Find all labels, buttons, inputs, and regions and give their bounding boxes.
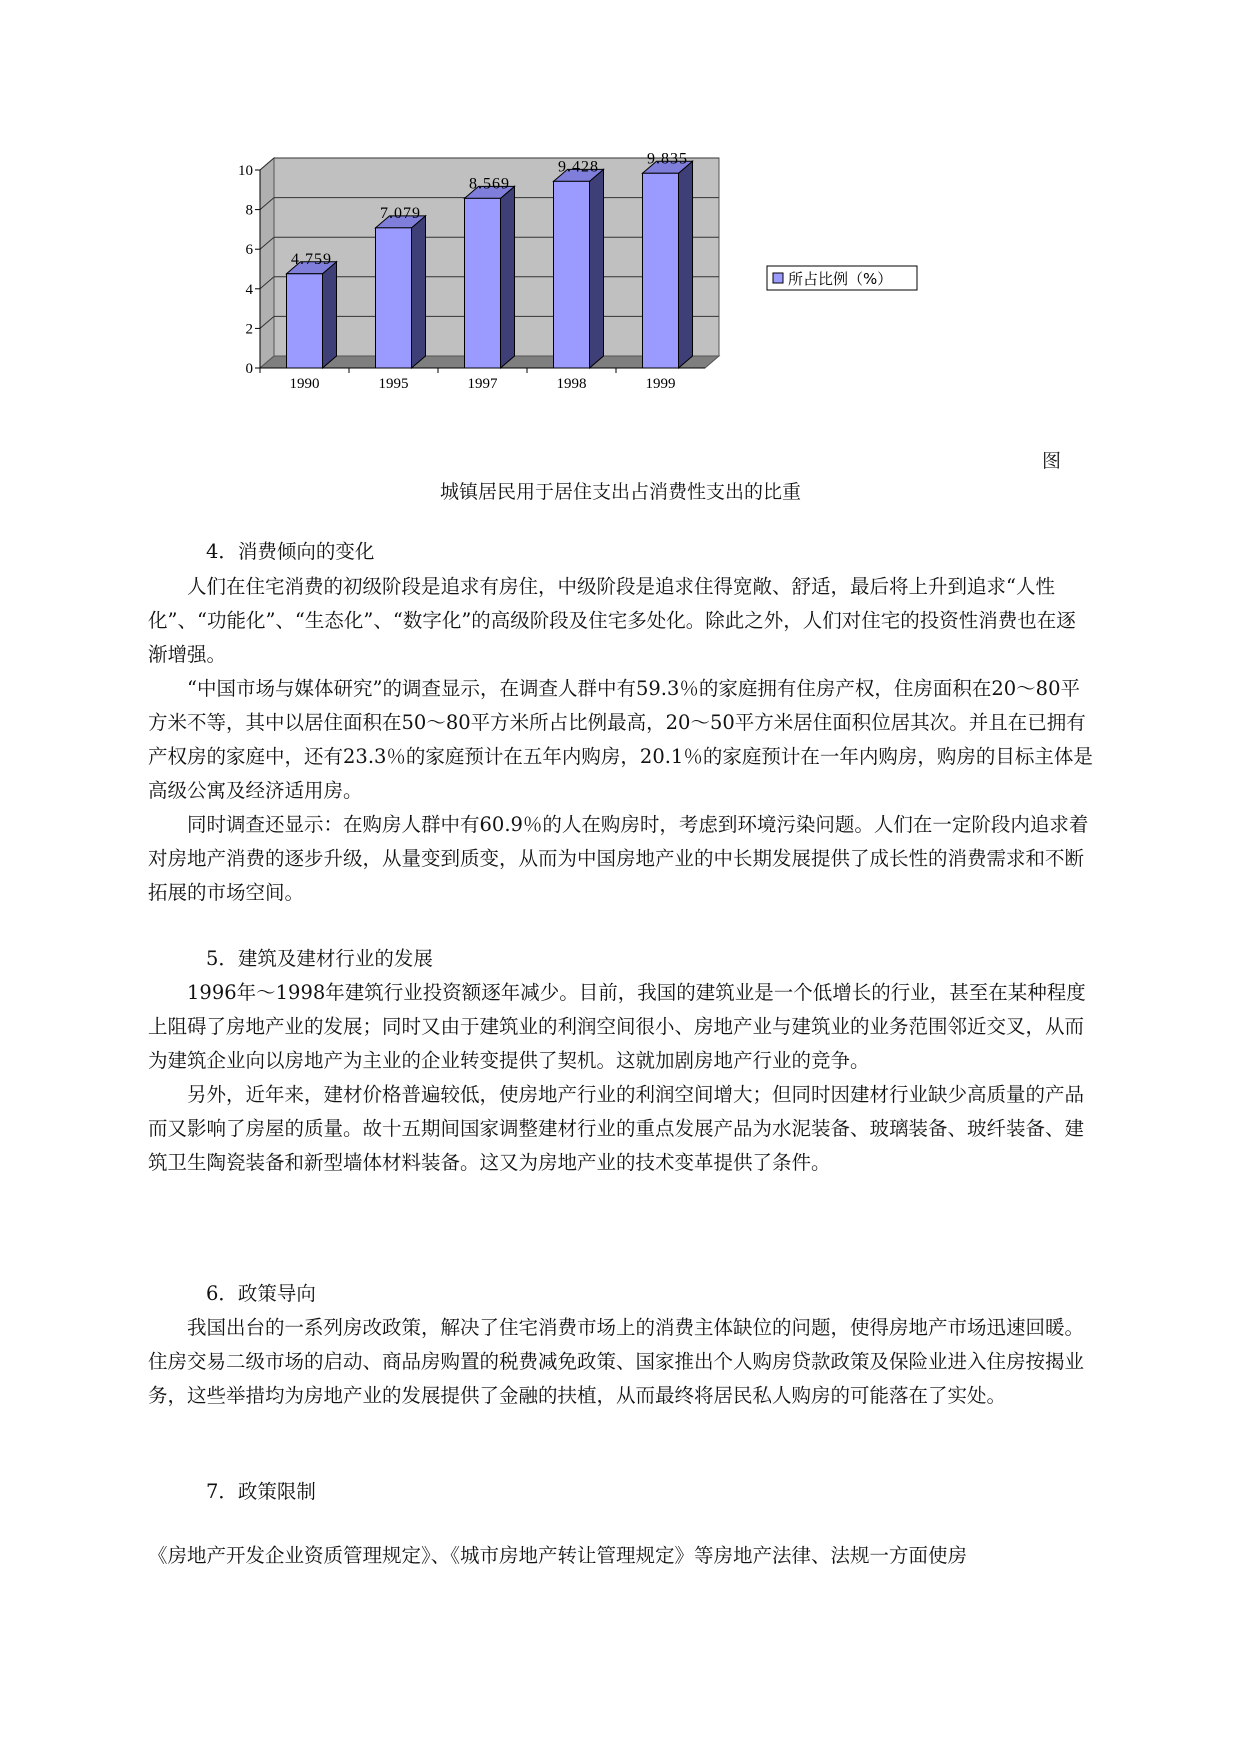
bar <box>643 161 693 368</box>
paragraph: 人们在住宅消费的初级阶段是追求有房住，中级阶段是追求住得宽敞、舒适，最后将上升到追求“人性化”、“功能化”、“生态化”、“数字化”的高级阶段及住宅多处化。除此之外，人们对住宅的投资性消费也在逐渐增强。 <box>148 575 1076 666</box>
bar-side <box>679 161 693 368</box>
section-7-heading: 7．政策限制 <box>206 1480 316 1503</box>
data-label: 9.835 <box>647 150 688 168</box>
bar-side <box>323 262 337 368</box>
figure-caption: 城镇居民用于居住支出占消费性支出的比重 <box>439 481 801 503</box>
paragraph: “中国市场与媒体研究”的调查显示，在调查人群中有59.3％的家庭拥有住房产权，住房面积在20～80平方米不等，其中以居住面积在50～80平方米所占比例最高，20～50平方米居住面积位居其次。并且在已拥有产权房的家庭中，还有23.3％的家庭预计在五年内购房，20.1％的家庭预计在一年内购房，购房的目标主体是高级公寓及经济适用房。 <box>148 677 1093 802</box>
bar-side <box>590 169 604 368</box>
data-label: 7.079 <box>380 204 421 222</box>
x-tick-label: 1997 <box>467 376 498 392</box>
side-wall <box>260 158 274 368</box>
x-tick-label: 1999 <box>645 376 676 392</box>
bar-front <box>554 181 590 368</box>
legend-swatch <box>773 273 783 283</box>
chart-legend <box>767 266 917 290</box>
section-5-heading: 5．建筑及建材行业的发展 <box>206 947 433 970</box>
section-6-body <box>148 1311 1094 1413</box>
bar <box>465 186 515 368</box>
paragraph: 另外，近年来，建材价格普遍较低，使房地产行业的利润空间增大；但同时因建材行业缺少高质量的产品而又影响了房屋的质量。故十五期间国家调整建材行业的重点发展产品为水泥装备、玻璃装备、玻纤装备、建筑卫生陶瓷装备和新型墙体材料装备。这又为房地产业的技术变革提供了条件。 <box>148 1083 1085 1174</box>
paragraph: 1996年～1998年建筑行业投资额逐年减少。目前，我国的建筑业是一个低增长的行业，甚至在某种程度上阻碍了房地产业的发展；同时又由于建筑业的利润空间很小、房地产业与建筑业的业务范围邻近交叉，从而为建筑企业向以房地产为主业的企业转变提供了契机。这就加剧房地产行业的竞争。 <box>148 981 1086 1072</box>
x-tick-label: 1998 <box>556 376 587 392</box>
bar-chart <box>230 150 1060 455</box>
y-tick-label: 10 <box>238 163 253 179</box>
bar <box>554 169 604 368</box>
paragraph: 我国出台的一系列房改政策，解决了住宅消费市场上的消费主体缺位的问题，使得房地产市场迅速回暖。住房交易二级市场的启动、商品房购置的税费减免政策、国家推出个人购房贷款政策及保险业进入住房按揭业务，这些举措均为房地产业的发展提供了金融的扶植，从而最终将居民私人购房的可能落在了实处。 <box>148 1316 1085 1407</box>
bar <box>376 216 426 368</box>
section-5-body <box>148 976 1094 1180</box>
data-label: 8.569 <box>469 175 510 193</box>
data-label: 9.428 <box>558 158 599 176</box>
paragraph: 《房地产开发企业资质管理规定》、《城市房地产转让管理规定》等房地产法律、法规一方面使房 <box>148 1544 968 1567</box>
bar-front <box>287 274 323 368</box>
y-tick-label: 6 <box>245 242 253 259</box>
legend-label: 所占比例（%） <box>788 270 893 288</box>
section-4-heading: 4．消费倾向的变化 <box>206 540 375 563</box>
bar-front <box>465 198 501 368</box>
section-6-heading: 6．政策导向 <box>206 1282 316 1305</box>
section-4-body <box>148 570 1094 910</box>
x-tick-label: 1990 <box>289 376 320 392</box>
x-axis-ticks <box>260 368 676 392</box>
y-tick-label: 2 <box>245 321 253 338</box>
y-tick-label: 8 <box>245 202 253 219</box>
bar-front <box>376 228 412 368</box>
paragraph: 同时调查还显示：在购房人群中有60.9％的人在购房时，考虑到环境污染问题。人们在一定阶段内追求着对房地产消费的逐步升级，从量变到质变，从而为中国房地产业的中长期发展提供了成长性的消费需求和不断拓展的市场空间。 <box>148 813 1089 904</box>
figure-mark: 图 <box>1042 450 1062 472</box>
bar-side <box>412 216 426 368</box>
y-tick-label: 4 <box>245 281 253 298</box>
x-tick-label: 1995 <box>378 376 409 392</box>
bar <box>287 262 337 368</box>
bar-front <box>643 173 679 368</box>
bar-side <box>501 186 515 368</box>
y-tick-label: 0 <box>245 361 253 377</box>
data-label: 4.759 <box>291 250 332 268</box>
section-7-body <box>148 1539 1094 1573</box>
